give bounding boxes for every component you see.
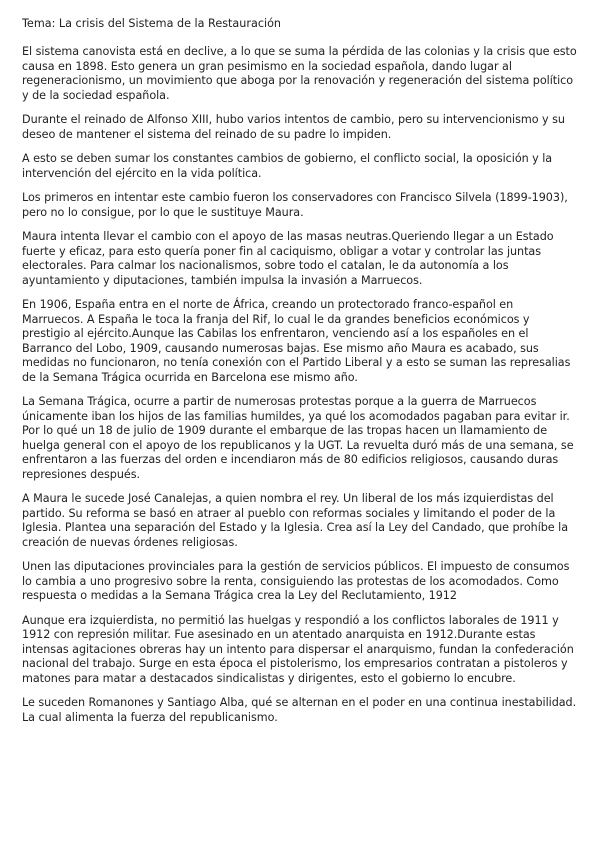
- paragraph-maura: Maura intenta llevar el cambio con el apoyo de las masas neutras.Queriendo llegar a un Estado fuerte y eficaz, para esto quería poner fin al caciquismo, obligar a votar y controlar las juntas electorales. Para calmar los nacionalismos, sobre todo el catalan, le da autonomía a los ayuntamiento y diputaciones, también impulsa la invasión a Marruecos.: [22, 230, 554, 287]
- paragraph-silvela: Los primeros en intentar este cambio fueron los conservadores con Francisco Silvela (1899-1903), pero no lo consigue, por lo que le sustituye Maura.: [22, 191, 568, 219]
- paragraph-problemas: A esto se deben sumar los constantes cambios de gobierno, el conflicto social, la oposición y la intervención del ejército en la vida política.: [22, 152, 553, 180]
- paragraph-romanones-alba: Le suceden Romanones y Santiago Alba, qué se alternan en el poder en una continua inestabilidad. La cual alimenta la fuerza del republicanismo.: [22, 696, 577, 724]
- paragraph-diputaciones: Unen las diputaciones provinciales para la gestión de servicios públicos. El impuesto de consumos lo cambia a uno progresivo sobre la renta, consiguiendo las protestas de los acomodados. Como respuesta o medidas a la Semana Trágica crea la Ley del Reclutamiento, 1912: [22, 560, 570, 602]
- paragraph-marruecos: En 1906, España entra en el norte de África, creando un protectorado franco-español en Marruecos. A España le toca la franja del Rif, lo cual le da grandes beneficios económicos y prestigio al ejército.Aunque las Cabilas los enfrentaron, venciendo así a los españoles en el Barranco del Lobo, 1909, causando numerosas bajas. Ese mismo año Maura es acabado, sus medidas no funcionaron, no tenía conexión con el Partido Liberal y a esto se suman las represalias de la Semana Trágica ocurrida en Barcelona ese mismo año.: [22, 298, 571, 384]
- paragraph-conflictos-laborales: Aunque era izquierdista, no permitió las huelgas y respondió a los conflictos laborales de 1911 y 1912 con represión militar. Fue asesinado en un atentado anarquista en 1912.Durante estas intensas agitaciones obreras hay un intento para dispersar el anarquismo, fundan la confederación nacional del trabajo. Surge en esta época el pistolerismo, los empresarios contratan a pistoleros y matones para matar a destacados sindicalistas y dirigentes, esto el gobierno lo encubre.: [22, 613, 574, 685]
- paragraph-alfonso-xiii: Durante el reinado de Alfonso XIII, hubo varios intentos de cambio, pero su intervencionismo y su deseo de mantener el sistema del reinado de su padre lo impiden.: [22, 113, 565, 141]
- document-title: Tema: La crisis del Sistema de la Restauración: [22, 17, 282, 30]
- paragraph-regeneracionismo: El sistema canovista está en declive, a lo que se suma la pérdida de las colonias y la crisis que esto causa en 1898. Esto genera un gran pesimismo en la sociedad española, dando lugar al regeneracionismo, un movimiento que aboga por la renovación y regeneración del sistema político y de la sociedad española.: [22, 45, 577, 102]
- paragraph-semana-tragica: La Semana Trágica, ocurre a partir de numerosas protestas porque a la guerra de Marruecos únicamente iban los hijos de las familias humildes, ya qué los acomodados pagaban para evitar ir. Por lo qué un 18 de julio de 1909 durante el embarque de las tropas hacen un llamamiento de huelga general con el apoyo de los republicanos y la UGT. La revuelta duró más de una semana, se enfrentaron a las fuerzas del orden e incendiaron más de 80 edificios religiosos, causando duras represiones después.: [22, 395, 574, 481]
- paragraph-canalejas: A Maura le sucede José Canalejas, a quien nombra el rey. Un liberal de los más izquierdistas del partido. Su reforma se basó en atraer al pueblo con reformas sociales y limitando el poder de la Iglesia. Plantea una separación del Estado y la Iglesia. Crea así la Ley del Candado, que prohíbe la creación de nuevas órdenes religiosas.: [22, 492, 569, 549]
